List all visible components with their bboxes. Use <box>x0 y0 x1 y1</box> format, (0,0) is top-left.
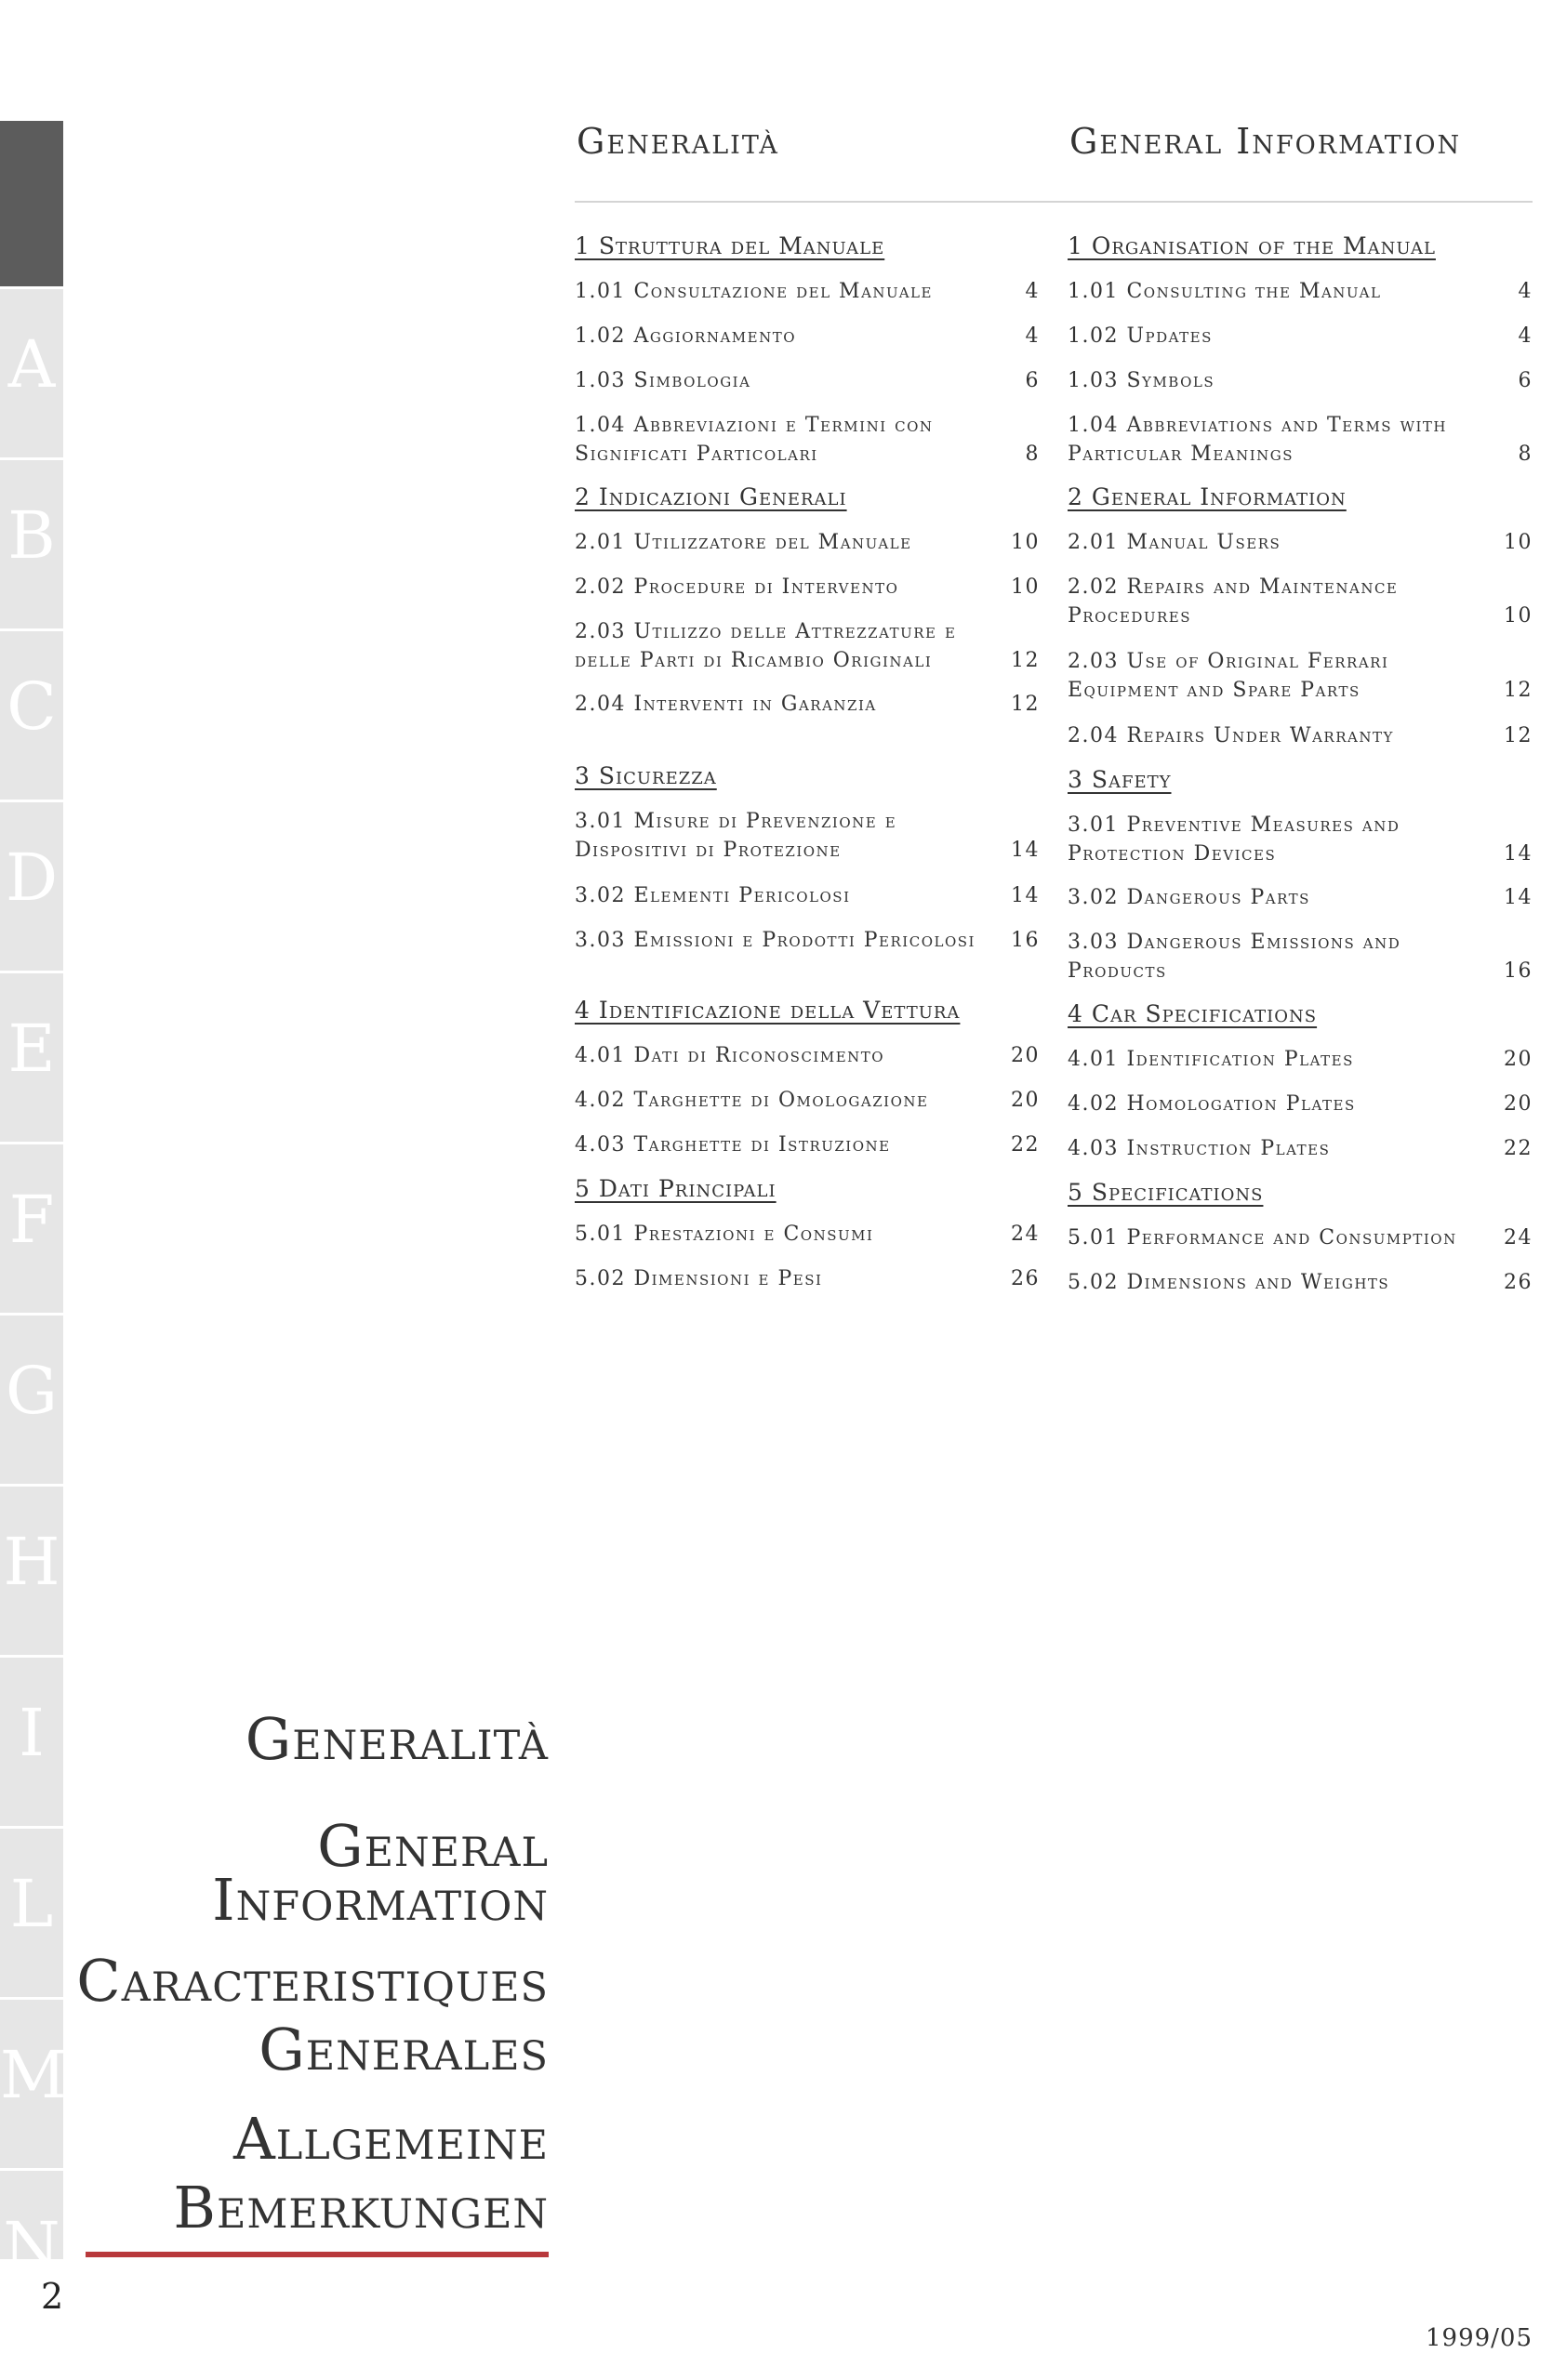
toc-entry[interactable] <box>575 807 1040 865</box>
toc-entry-page: 12 <box>1504 724 1533 747</box>
toc-entry-label: 4.03 Instruction Plates <box>1068 1137 1331 1160</box>
toc-entry-page: 14 <box>1011 884 1040 907</box>
toc-entry[interactable] <box>575 1041 1040 1070</box>
toc-entry-page: 10 <box>1011 575 1040 599</box>
toc-entry-label: 2.03 Use of Original Ferrari Equipment and Spare Parts <box>1068 650 1389 702</box>
toc-entry-page: 10 <box>1504 531 1533 554</box>
toc-entry-page: 14 <box>1504 842 1533 866</box>
header-italian: Generalità <box>577 121 779 162</box>
tab-c[interactable]: C <box>0 628 63 800</box>
toc-section-heading[interactable]: 2 General Information <box>1068 483 1347 510</box>
toc-entry-label: 1.03 Symbols <box>1068 369 1215 392</box>
toc-entry-label: 2.02 Procedure di Intervento <box>575 575 899 599</box>
toc-entry-label: 1.01 Consultazione del Manuale <box>575 280 933 303</box>
toc-entry[interactable] <box>575 573 1040 602</box>
toc-entry-label: 4.01 Dati di Riconoscimento <box>575 1044 885 1067</box>
toc-entry[interactable] <box>1068 322 1533 350</box>
toc-entry-page: 8 <box>1518 443 1533 466</box>
toc-section-heading[interactable]: 4 Car Specifications <box>1068 1000 1318 1027</box>
toc-entry-page: 24 <box>1504 1226 1533 1250</box>
toc-entry-label: 3.02 Elementi Pericolosi <box>575 884 851 907</box>
toc-entry-page: 12 <box>1504 679 1533 702</box>
toc-entry[interactable] <box>575 322 1040 350</box>
toc-entry-label: 1.04 Abbreviations and Terms with Particular Meanings <box>1068 414 1447 466</box>
toc-entry-page: 22 <box>1011 1133 1040 1157</box>
toc-entry-label: 2.01 Manual Users <box>1068 531 1281 554</box>
tab-a[interactable]: A <box>0 286 63 457</box>
section-tabs <box>0 121 67 2284</box>
title-generalita: Generalità <box>245 1705 549 1773</box>
toc-entry[interactable] <box>1068 883 1533 912</box>
tab-d[interactable]: D <box>0 800 63 971</box>
toc-entry-page: 10 <box>1011 531 1040 554</box>
page-number: 2 <box>41 2276 64 2317</box>
toc-entry[interactable] <box>1068 647 1533 705</box>
toc-entry[interactable] <box>1068 528 1533 557</box>
toc-entry[interactable] <box>575 1264 1040 1293</box>
toc-entry[interactable] <box>1068 811 1533 868</box>
tab-m[interactable]: M <box>0 1997 63 2168</box>
toc-entry-page: 20 <box>1504 1092 1533 1116</box>
toc-entry-label: 5.01 Performance and Consumption <box>1068 1226 1457 1250</box>
tab-e[interactable]: E <box>0 971 63 1142</box>
toc-entry[interactable] <box>575 366 1040 395</box>
toc-entry-label: 2.03 Utilizzo delle Attrezzature e delle Parti di Ricambio Originali <box>575 620 957 672</box>
toc-entry-page: 24 <box>1011 1223 1040 1246</box>
title-generales: Generales <box>259 2016 549 2083</box>
toc-entry[interactable] <box>1068 1090 1533 1118</box>
toc-entry[interactable] <box>575 528 1040 557</box>
toc-entry[interactable] <box>1068 928 1533 985</box>
edition-date: 1999/05 <box>1425 2324 1533 2352</box>
toc-entry-page: 20 <box>1011 1044 1040 1067</box>
toc-section-heading[interactable]: 1 Organisation of the Manual <box>1068 232 1436 259</box>
toc-entry-label: 1.04 Abbreviazioni e Termini con Significati Particolari <box>575 414 934 466</box>
toc-entry[interactable] <box>1068 366 1533 395</box>
toc-entry-label: 3.01 Misure di Prevenzione e Dispositivi di Protezione <box>575 810 897 862</box>
toc-section-heading[interactable]: 1 Struttura del Manuale <box>575 232 885 259</box>
tab-f[interactable]: F <box>0 1142 63 1313</box>
toc-entry-label: 2.04 Interventi in Garanzia <box>575 693 877 716</box>
toc-entry-label: 2.01 Utilizzatore del Manuale <box>575 531 912 554</box>
toc-entry-page: 14 <box>1504 886 1533 909</box>
toc-section-heading[interactable]: 4 Identificazione della Vettura <box>575 997 961 1024</box>
toc-entry[interactable] <box>575 277 1040 306</box>
toc-entry[interactable] <box>575 690 1040 719</box>
toc-entry-page: 6 <box>1518 369 1533 392</box>
toc-section-heading[interactable]: 5 Specifications <box>1068 1179 1264 1206</box>
title-caracteristiques: Caracteristiques <box>76 1947 549 2015</box>
toc-entry-page: 16 <box>1011 929 1040 952</box>
tab-l[interactable]: L <box>0 1826 63 1997</box>
toc-entry-page: 16 <box>1504 959 1533 983</box>
tab-i[interactable]: I <box>0 1655 63 1826</box>
title-information: Information <box>212 1866 549 1934</box>
toc-entry-page: 14 <box>1011 839 1040 862</box>
toc-entry-page: 12 <box>1011 693 1040 716</box>
toc-entry-label: 5.02 Dimensioni e Pesi <box>575 1267 823 1290</box>
toc-section-heading[interactable]: 5 Dati Principali <box>575 1175 776 1202</box>
toc-entry-page: 8 <box>1025 443 1040 466</box>
toc-entry-label: 4.02 Homologation Plates <box>1068 1092 1356 1116</box>
toc-entry-label: 3.02 Dangerous Parts <box>1068 886 1310 909</box>
tab-b[interactable]: B <box>0 457 63 628</box>
toc-entry[interactable] <box>575 1220 1040 1249</box>
toc-entry-page: 4 <box>1025 324 1040 348</box>
title-general: General <box>317 1812 549 1880</box>
toc-entry[interactable] <box>1068 277 1533 306</box>
toc-entry[interactable] <box>575 617 1040 675</box>
toc-entry[interactable] <box>575 411 1040 469</box>
toc-section-heading[interactable]: 2 Indicazioni Generali <box>575 483 847 510</box>
toc-entry-label: 4.02 Targhette di Omologazione <box>575 1089 929 1112</box>
header-divider <box>575 201 1533 203</box>
toc-entry[interactable] <box>1068 1268 1533 1297</box>
tab-n[interactable]: N <box>0 2168 63 2259</box>
toc-entry[interactable] <box>1068 411 1533 469</box>
toc-entry-label: 3.03 Emissioni e Prodotti Pericolosi <box>575 929 976 952</box>
toc-section-heading[interactable]: 3 Sicurezza <box>575 762 717 789</box>
toc-entry-label: 4.03 Targhette di Istruzione <box>575 1133 891 1157</box>
toc-entry[interactable] <box>575 1130 1040 1159</box>
toc-entry[interactable] <box>1068 1223 1533 1252</box>
toc-section-heading[interactable]: 3 Safety <box>1068 766 1172 793</box>
toc-entry-page: 4 <box>1025 280 1040 303</box>
toc-entry-page: 12 <box>1011 649 1040 672</box>
toc-entry-page: 4 <box>1518 280 1533 303</box>
toc-entry[interactable] <box>1068 573 1533 630</box>
title-bemerkungen: Bemerkungen <box>173 2174 549 2241</box>
toc-entry-page: 20 <box>1504 1048 1533 1071</box>
toc-entry[interactable] <box>575 1086 1040 1115</box>
toc-entry[interactable] <box>1068 721 1533 750</box>
toc-entry-label: 3.01 Preventive Measures and Protection Devices <box>1068 813 1400 866</box>
toc-entry-label: 1.01 Consulting the Manual <box>1068 280 1382 303</box>
toc-entry[interactable] <box>1068 1134 1533 1163</box>
toc-entry-page: 26 <box>1504 1271 1533 1294</box>
toc-entry-label: 3.03 Dangerous Emissions and Products <box>1068 931 1401 983</box>
toc-entry-page: 20 <box>1011 1089 1040 1112</box>
toc-entry-page: 6 <box>1025 369 1040 392</box>
active-tab-marker <box>0 121 63 286</box>
toc-entry-label: 1.02 Aggiornamento <box>575 324 797 348</box>
toc-entry-label: 4.01 Identification Plates <box>1068 1048 1354 1071</box>
toc-entry-label: 2.04 Repairs Under Warranty <box>1068 724 1394 747</box>
tab-h[interactable]: H <box>0 1484 63 1655</box>
toc-entry-page: 4 <box>1518 324 1533 348</box>
toc-entry-label: 5.02 Dimensions and Weights <box>1068 1271 1390 1294</box>
toc-entry-label: 5.01 Prestazioni e Consumi <box>575 1223 874 1246</box>
toc-entry-label: 1.03 Simbologia <box>575 369 751 392</box>
header-english: General Information <box>1069 121 1462 162</box>
toc-entry-page: 10 <box>1504 604 1533 628</box>
title-allgemeine: Allgemeine <box>232 2105 549 2173</box>
toc-entry-page: 26 <box>1011 1267 1040 1290</box>
accent-rule <box>86 2252 549 2257</box>
toc-entry[interactable] <box>1068 1045 1533 1074</box>
tab-g[interactable]: G <box>0 1313 63 1484</box>
toc-entry-label: 2.02 Repairs and Maintenance Procedures <box>1068 575 1399 628</box>
toc-entry-page: 22 <box>1504 1137 1533 1160</box>
toc-entry[interactable] <box>575 926 1040 955</box>
toc-entry-label: 1.02 Updates <box>1068 324 1213 348</box>
toc-entry[interactable] <box>575 881 1040 910</box>
